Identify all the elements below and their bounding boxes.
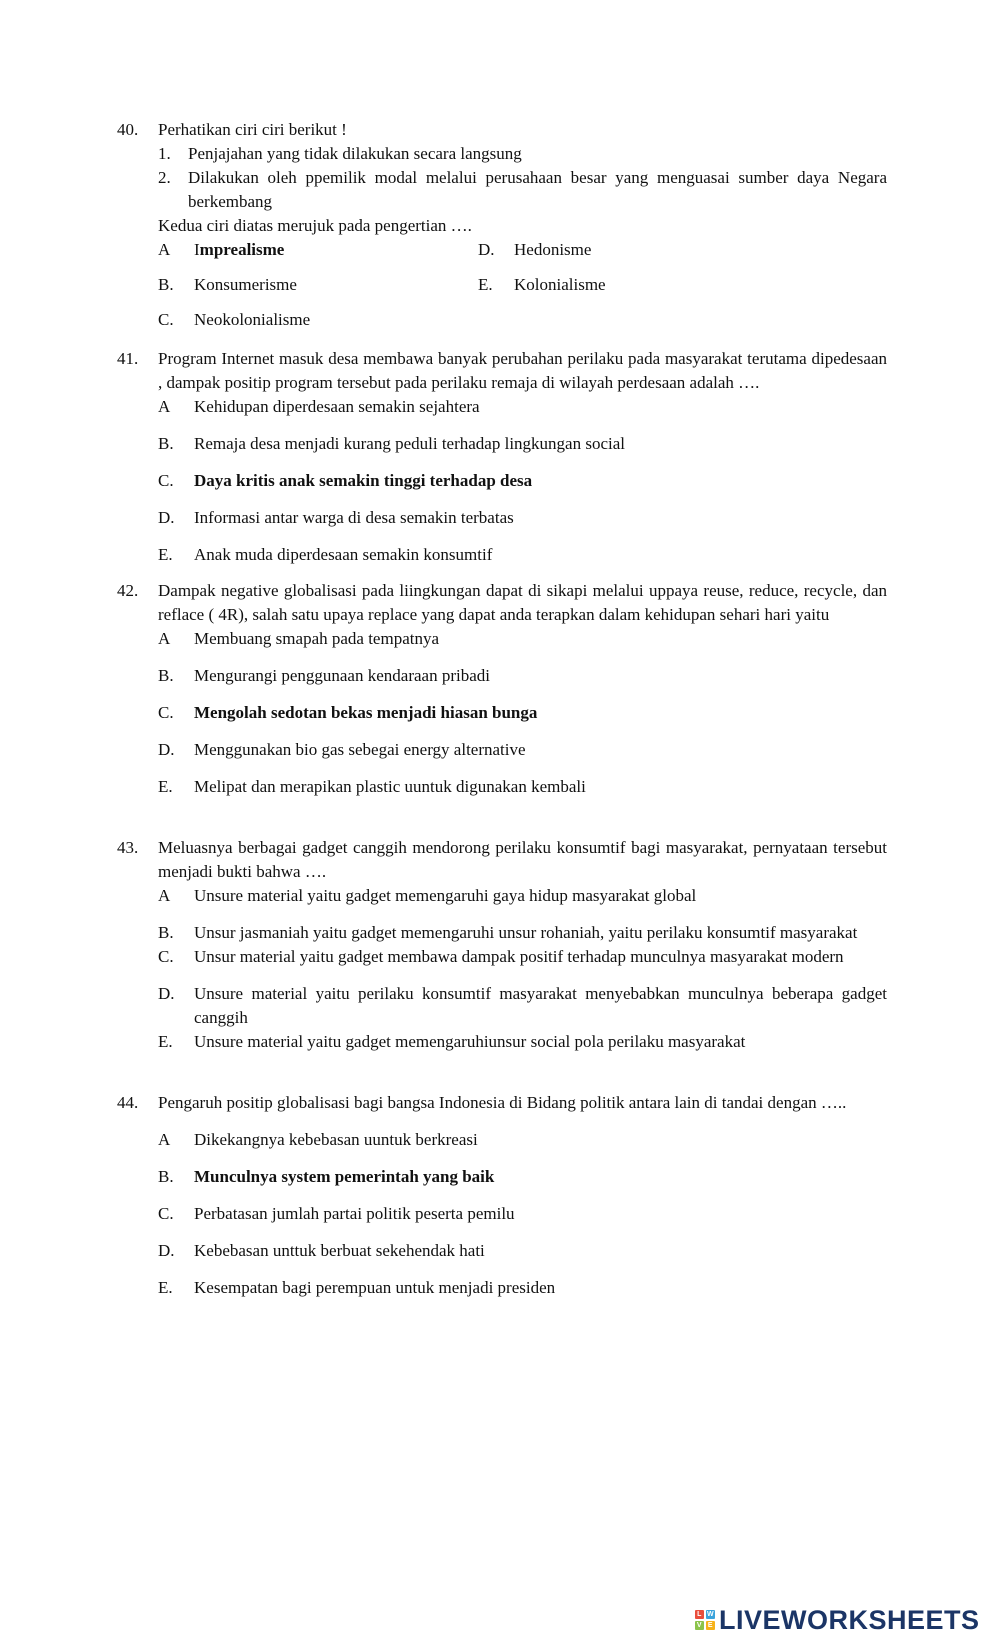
option-c[interactable]: C. Daya kritis anak semakin tinggi terhadap desa xyxy=(158,471,533,490)
option-row xyxy=(158,308,887,332)
list-item: 2. Dilakukan oleh ppemilik modal melalui perusahaan besar yang menguasai sumber daya Negara berkembang xyxy=(158,168,887,211)
question-number: 42. xyxy=(117,581,139,600)
option-c[interactable]: C. Unsur material yaitu gadget membawa dampak positif terhadap munculnya masyarakat modern xyxy=(158,947,844,966)
question-text: Pengaruh positip globalisasi bagi bangsa Indonesia di Bidang politik antara lain di tandai dengan ….. xyxy=(158,1093,847,1112)
question-number: 44. xyxy=(117,1093,139,1112)
logo-text: LIVEWORKSHEETS xyxy=(719,1605,980,1635)
logo-cell: V xyxy=(696,1622,703,1629)
option-c[interactable]: C. Neokolonialisme xyxy=(158,310,311,329)
option-e[interactable]: E. Unsure material yaitu gadget memengaruhiunsur social pola perilaku masyarakat xyxy=(158,1032,746,1051)
option-b[interactable]: B. Munculnya system pemerintah yang baik xyxy=(158,1167,495,1186)
option-e[interactable]: E. Anak muda diperdesaan semakin konsumtif xyxy=(158,545,493,564)
option-a[interactable]: A Membuang smapah pada tempatnya xyxy=(158,629,440,648)
option-b[interactable]: B. Mengurangi penggunaan kendaraan pribadi xyxy=(158,666,490,685)
question-text: Meluasnya berbagai gadget canggih mendorong perilaku konsumtif bagi masyarakat, pernyataan tersebut menjadi bukti bahwa …. xyxy=(158,838,887,881)
question-text: Perhatikan ciri ciri berikut ! xyxy=(158,120,347,139)
question-44 xyxy=(117,1091,887,1300)
logo-cell: W xyxy=(706,1611,715,1618)
option-c[interactable]: C. Mengolah sedotan bekas menjadi hiasan bunga xyxy=(158,703,538,722)
option-d[interactable]: D. Kebebasan unttuk berbuat sekehendak hati xyxy=(158,1241,485,1260)
option-a[interactable]: A Unsure material yaitu gadget memengaruhi gaya hidup masyarakat global xyxy=(158,886,697,905)
option-b[interactable]: B. Remaja desa menjadi kurang peduli terhadap lingkungan social xyxy=(158,434,626,453)
option-a[interactable]: A Dikekangnya kebebasan uuntuk berkreasi xyxy=(158,1130,478,1149)
question-text: Program Internet masuk desa membawa banyak perubahan perilaku pada masyarakat terutama dipedesaan , dampak positip program tersebut pada perilaku remaja di wilayah perdesaan adalah …. xyxy=(158,349,887,392)
question-prompt: Kedua ciri diatas merujuk pada pengertian …. xyxy=(158,216,472,235)
question-41 xyxy=(117,347,887,567)
question-text: Dampak negative globalisasi pada liingkungan dapat di sikapi melalui uppaya reuse, reduce, recycle, dan reflace ( 4R), salah satu upaya replace yang dapat anda terapkan dalam kehidupan sehari hari yaitu xyxy=(158,581,887,624)
question-number: 43. xyxy=(117,838,139,857)
option-b[interactable]: B. Konsumerisme xyxy=(158,275,297,294)
logo-cell: E xyxy=(707,1622,714,1629)
liveworksheets-logo xyxy=(695,1605,980,1635)
option-a[interactable]: A Kehidupan diperdesaan semakin sejahtera xyxy=(158,397,480,416)
question-42 xyxy=(117,579,887,799)
question-40 xyxy=(117,118,887,332)
option-a[interactable]: A Imprealisme xyxy=(158,240,285,259)
option-c[interactable]: C. Perbatasan jumlah partai politik peserta pemilu xyxy=(158,1204,515,1223)
option-row xyxy=(158,238,887,262)
option-d[interactable]: D. Hedonisme xyxy=(478,240,592,259)
option-d[interactable]: D. Unsure material yaitu perilaku konsumtif masyarakat menyebabkan munculnya beberapa gadget canggih xyxy=(158,984,887,1027)
option-d[interactable]: D. Menggunakan bio gas sebegai energy alternative xyxy=(158,740,526,759)
list-item: 1. Penjajahan yang tidak dilakukan secara langsung xyxy=(158,144,522,163)
option-row xyxy=(158,273,887,297)
question-number: 41. xyxy=(117,349,139,368)
option-e[interactable]: E. Kolonialisme xyxy=(478,275,606,294)
logo-grid-icon xyxy=(695,1610,715,1630)
question-number: 40. xyxy=(117,120,139,139)
option-e[interactable]: E. Kesempatan bagi perempuan untuk menjadi presiden xyxy=(158,1278,556,1297)
logo-cell: L xyxy=(695,1610,704,1619)
option-e[interactable]: E. Melipat dan merapikan plastic uuntuk digunakan kembali xyxy=(158,777,586,796)
question-43 xyxy=(117,836,887,1054)
option-d[interactable]: D. Informasi antar warga di desa semakin terbatas xyxy=(158,508,514,527)
option-b[interactable]: B. Unsur jasmaniah yaitu gadget memengaruhi unsur rohaniah, yaitu perilaku konsumtif masyarakat xyxy=(158,923,858,942)
